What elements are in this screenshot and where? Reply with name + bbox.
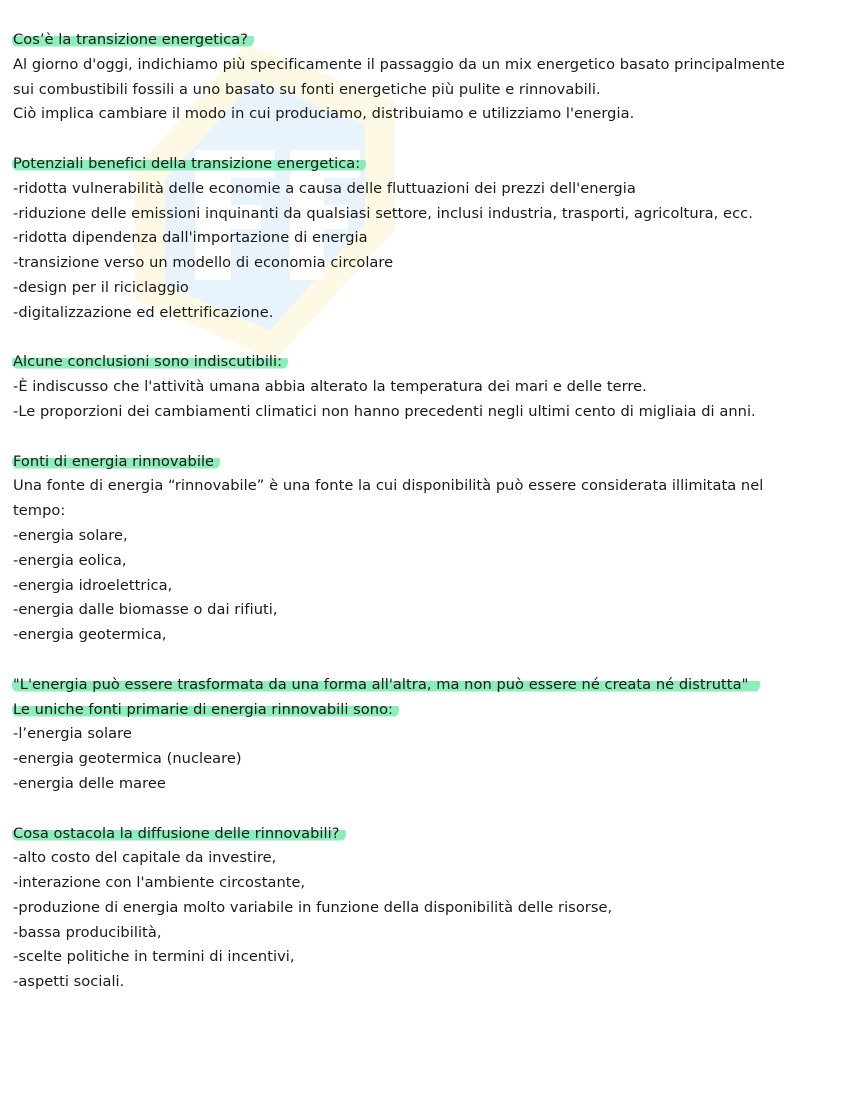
section-heading: Fonti di energia rinnovabile <box>13 450 843 475</box>
text-line: Una fonte di energia “rinnovabile” è una fonte la cui disponibilità può essere considerata illimitata nel <box>13 477 764 495</box>
list-item: -energia delle maree <box>13 774 166 792</box>
section-heading: Alcune conclusioni sono indiscutibili: <box>13 350 843 375</box>
list-item: -scelte politiche in termini di incentivi, <box>13 948 295 966</box>
section-heading: Cosa ostacola la diffusione delle rinnovabili? <box>13 822 843 847</box>
list-item: -energia geotermica, <box>13 626 167 644</box>
section-heading: Cos’è la transizione energetica? <box>13 28 843 53</box>
text-line: sui combustibili fossili a uno basato su fonti energetiche più pulite e rinnovabili. <box>13 80 601 98</box>
list-item: -riduzione delle emissioni inquinanti da qualsiasi settore, inclusi industria, trasporti, agricoltura, ecc. <box>13 204 753 222</box>
list-item: -alto costo del capitale da investire, <box>13 849 277 867</box>
list-item: -design per il riciclaggio <box>13 278 189 296</box>
text-line: Al giorno d'oggi, indichiamo più specificamente il passaggio da un mix energetico basato principalmente <box>13 55 785 73</box>
quote-line: "L'energia può essere trasformata da una forma all'altra, ma non può essere né creata né distrutta" <box>13 673 843 698</box>
section-heading: Potenziali benefici della transizione energetica: <box>13 152 843 177</box>
list-item: -energia idroelettrica, <box>13 576 173 594</box>
spacer <box>13 425 843 450</box>
list-item: -energia dalle biomasse o dai rifiuti, <box>13 601 278 619</box>
spacer <box>13 326 843 351</box>
text-line: Ciò implica cambiare il modo in cui produciamo, distribuiamo e utilizziamo l'energia. <box>13 105 635 123</box>
spacer <box>13 797 843 822</box>
list-item: -interazione con l'ambiente circostante, <box>13 874 306 892</box>
list-item: -digitalizzazione ed elettrificazione. <box>13 303 274 321</box>
list-item: -ridotta vulnerabilità delle economie a causa delle fluttuazioni dei prezzi dell'energia <box>13 179 636 197</box>
list-item: -energia solare, <box>13 526 128 544</box>
list-item: -energia geotermica (nucleare) <box>13 750 242 768</box>
list-item: -produzione di energia molto variabile in funzione della disponibilità delle risorse, <box>13 898 613 916</box>
notes-page <box>13 28 843 995</box>
list-item: -Le proporzioni dei cambiamenti climatici non hanno precedenti negli ultimi cento di migliaia di anni. <box>13 402 756 420</box>
section-heading: Le uniche fonti primarie di energia rinnovabili sono: <box>13 698 843 723</box>
list-item: -È indiscusso che l'attività umana abbia alterato la temperatura dei mari e delle terre. <box>13 378 647 396</box>
list-item: -ridotta dipendenza dall'importazione di energia <box>13 229 368 247</box>
list-item: -l’energia solare <box>13 725 132 743</box>
list-item: -transizione verso un modello di economia circolare <box>13 254 394 272</box>
list-item: -aspetti sociali. <box>13 973 125 991</box>
list-item: -energia eolica, <box>13 551 127 569</box>
list-item: -bassa producibilità, <box>13 923 162 941</box>
spacer <box>13 648 843 673</box>
spacer <box>13 127 843 152</box>
text-line: tempo: <box>13 502 66 520</box>
